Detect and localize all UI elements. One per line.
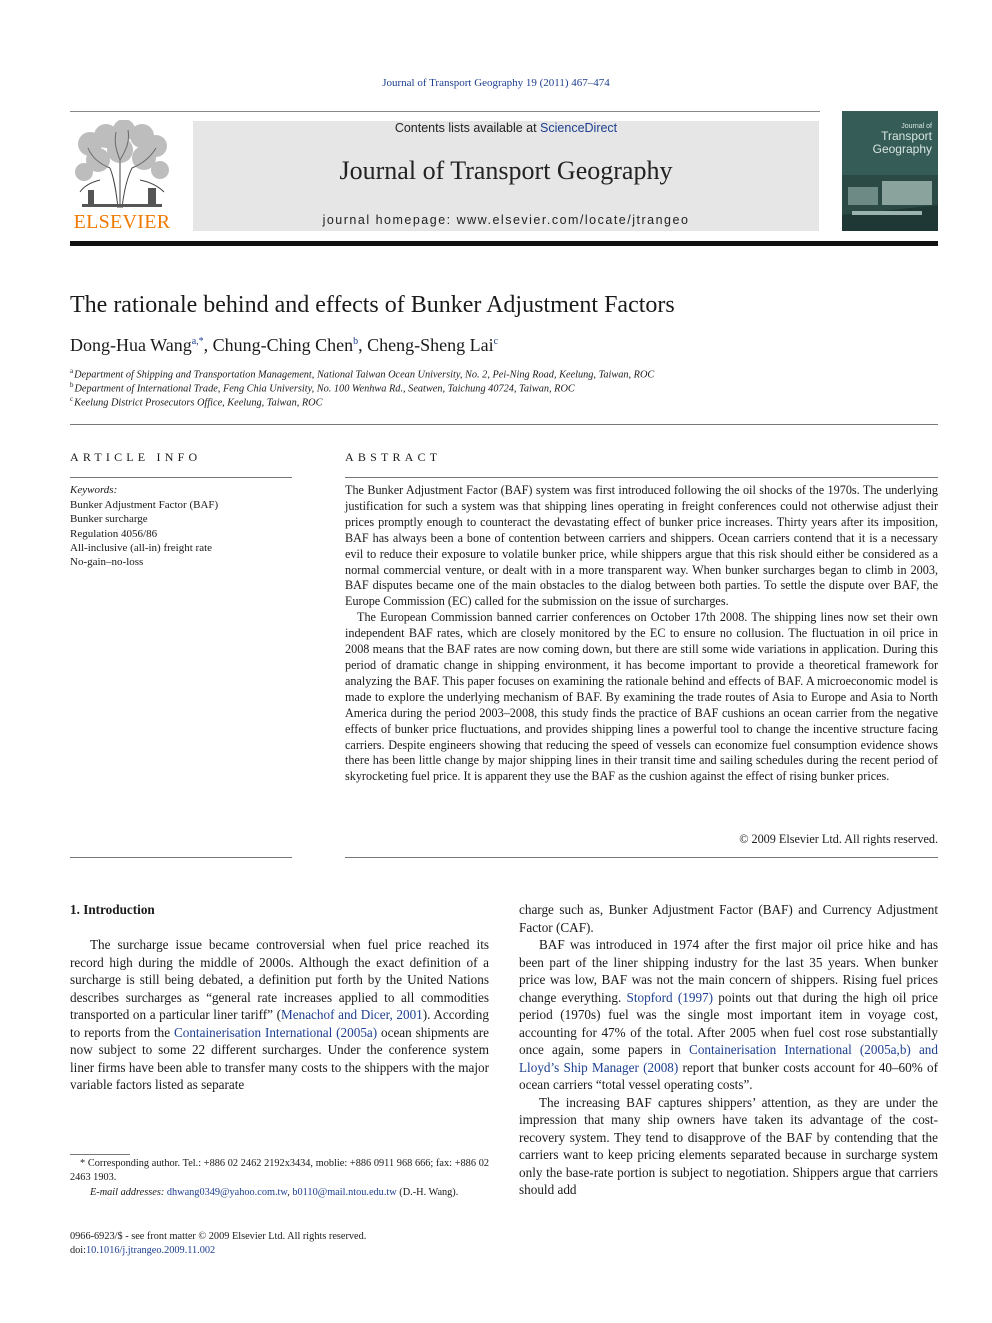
body-paragraph: BAF was introduced in 1974 after the first major oil price hike and has been part of the liner shipping industry for the last 35 years. When bunker price was low, BAF was not the main concern of shippers. Rising fuel prices change everything. Stopford (1997) points out that during the high oil price period (1970s) fuel was the single most important item in voyage cost, accounting for 47% of the total. After 2005 when fuel cost rose substantially once again, some papers in Containerisation International (2005a,b) and Lloyd’s Ship Manager (2008) report that bunker costs account for 40–60% of ocean carriers “total vessel operating costs”. [519, 937, 938, 1092]
body-paragraph: charge such as, Bunker Adjustment Factor (BAF) and Currency Adjustment Factor (CAF). [519, 902, 938, 935]
footnote-corresponding: * Corresponding author. Tel.: +886 02 2462 2192x3434, moblie: +886 0911 968 666; fax: +886 02 2463 1903. [70, 1158, 489, 1184]
journal-title: Journal of Transport Geography [339, 156, 673, 185]
issn-line: 0966-6923/$ - see front matter © 2009 Elsevier Ltd. All rights reserved. [70, 1231, 367, 1242]
issn-block [70, 1230, 366, 1259]
journal-homepage[interactable]: journal homepage: www.elsevier.com/locate/jtrangeo [322, 213, 690, 227]
abstract-rule [345, 477, 938, 478]
section-heading-introduction: 1. Introduction [70, 902, 155, 917]
email-link-1[interactable]: dhwang0349@yahoo.com.tw [166, 1187, 288, 1198]
keywords-list [70, 498, 218, 569]
doi-line: doi:10.1016/j.jtrangeo.2009.11.002 [70, 1245, 216, 1257]
keyword: Bunker Adjustment Factor (BAF) [70, 499, 219, 511]
affiliation-b: $^b$Department of International Trade, Feng Chia University, No. 100 Wenhwa Rd., Seatwen, Taichung 40724, Taiwan, ROC [70, 381, 575, 395]
article-info-heading: ARTICLE INFO [70, 450, 202, 464]
abstract-bottom-rule [345, 857, 938, 858]
body-right-column [519, 901, 938, 1199]
contents-line [193, 121, 819, 135]
author-list [70, 335, 498, 356]
cover-title [852, 123, 932, 156]
header-thick-rule [70, 241, 938, 246]
author-affiliation-marker[interactable]: a,* [191, 336, 204, 347]
keyword: All-inclusive (all-in) freight rate [70, 541, 213, 554]
author-affiliation-marker[interactable]: c [493, 336, 499, 347]
email-link-2[interactable]: b0110@mail.ntou.edu.tw [292, 1187, 397, 1198]
abstract-paragraph: The Bunker Adjustment Factor (BAF) system was first introduced following the oil shocks of the 1970s. The underlying justification for such a system was that shipping lines operating in freight conferences could not otherwise adjust their prices promptly enough to counteract the devastating effect of bunker price increases. Thirty years after its imposition, BAF has always been a bone of contention between carriers and shippers. Ocean carriers contend that it is a necessary evil to reduce their exposure to volatile bunker price, while shippers argue that this risk should either be considered as a normal commercial venture, or dealt with in a more transparent way. When bunker surcharges began to climb in 2003, BAF disputes became one of the main obstacles to the dialog between both parties. To settle the dispute over BAF, the Europe Commission (EC) called for the submission on the issue of surcharges. [345, 483, 938, 609]
footnote-rule [70, 1154, 130, 1155]
author-name: Chung-Ching Chen [212, 335, 354, 355]
journal-cover-thumbnail [842, 111, 938, 231]
cover-line2: Geography [872, 141, 932, 156]
article-info-rule [70, 477, 292, 478]
footnote-email: E-mail addresses: dhwang0349@yahoo.com.tw, b0110@mail.ntou.edu.tw (D.-H. Wang). [90, 1187, 459, 1198]
sciencedirect-link[interactable]: ScienceDirect [540, 121, 618, 135]
abstract-heading: ABSTRACT [345, 450, 442, 464]
body-paragraph: The surcharge issue became controversial when fuel price reached its record high during the middle of 2000s. Although the exact definition of a surcharge is still being debated, a definition put forth by the United Nations describes surcharges as “general rate increases applied to all commodities transported on a particular liner tariff” (Menachof and Dicer, 2001). According to reports from the Containerisation International (2005a) ocean shipments are now subject to some 22 different surcharges. Under the conference system liner firms have been able to transfer many costs to the shippers with the major variable factors listed as separate [70, 937, 489, 1092]
ref-containerisation-2005a[interactable]: Containerisation International (2005a) [173, 1024, 378, 1040]
header-top-rule [70, 111, 820, 112]
cover-photo [842, 175, 938, 231]
keyword: Regulation 4056/86 [70, 527, 158, 540]
article-title: The rationale behind and effects of Bunker Adjustment Factors [70, 292, 675, 318]
abstract-copyright: © 2009 Elsevier Ltd. All rights reserved. [739, 832, 938, 846]
journal-citation[interactable]: Journal of Transport Geography 19 (2011) 467–474 [382, 77, 610, 89]
article-info-bottom-rule [70, 857, 292, 858]
body-paragraph: The increasing BAF captures shippers’ attention, as they are under the impression that many ship owners have taken its advantage of the cost-recovery system. They tend to disapprove of the BAF by contending that the carriers want to keep pricing elements separated because in surcharge system only the base-rate portion is subject to negotiation. Shippers argue that carriers should add [519, 1094, 938, 1197]
publisher-wordmark: ELSEVIER [73, 211, 171, 233]
keyword: No-gain–no-loss [70, 556, 144, 569]
contents-prefix: Contents lists available at [394, 121, 541, 135]
section-rule [70, 424, 938, 425]
author-name: Dong-Hua Wang [70, 335, 192, 355]
cover-small: Journal of [901, 123, 932, 130]
keyword: Bunker surcharge [70, 513, 148, 526]
keywords-label: Keywords: [70, 484, 118, 496]
author-affiliation-marker[interactable]: b [353, 336, 359, 347]
author-separator: , [203, 335, 213, 355]
abstract-body [345, 483, 938, 785]
doi-link[interactable]: 10.1016/j.jtrangeo.2009.11.002 [86, 1245, 216, 1257]
affiliation-c: $^c$Keelung District Prosecutors Office, Keelung, Taiwan, ROC [70, 395, 323, 409]
abstract-paragraph: The European Commission banned carrier conferences on October 17th 2008. The shipping lines now set their own independent BAF rates, which are closely monitored by the EC to ensure no collusion. The fluctuation in oil price in 2008 means that the BAF rates are now coming down, but there are still some wide variations in application. During this period of dramatic change in shipping environment, it has become important to provide a theoretical framework for analyzing the BAF. This paper focuses on examining the rationale behind and effects of BAF. A microeconomic model is made to explore the underlying mechanism of BAF. By examining the trade routes of Asia to Europe and Asia to North America during the period 2003–2008, this study finds the practice of BAF cushions an ocean carrier from the negative effects of bunker price fluctuations, and provides shipping lines a powerful tool to change the incentive structure facing carriers. Despite engineers showing that reducing the speed of vessels can economize fuel consumption evidence shows there has been little change by major shipping lines in their transit time and sailing schedules during the recent period of skyrocketing fuel price. It is apparent they use the BAF as the cushion against the effect of rising bunker prices. [345, 610, 938, 784]
author-name: Cheng-Sheng Lai [367, 335, 494, 355]
ref-stopford-1997[interactable]: Stopford (1997) [626, 989, 714, 1005]
body-left-column [70, 936, 489, 1094]
author-separator: , [358, 335, 368, 355]
affiliation-a: $^a$Department of Shipping and Transportation Management, National Taiwan Ocean University, No. 2, Pei-Ning Road, Keelung, Taiwan, ROC [70, 367, 655, 381]
cover-line1: Transport [881, 129, 932, 144]
ref-menachof-2001[interactable]: Menachof and Dicer, 2001 [281, 1007, 423, 1022]
ref-containerisation-lloyds[interactable]: Containerisation International (2005a,b) and Lloyd’s Ship Manager (2008) [519, 1042, 938, 1075]
